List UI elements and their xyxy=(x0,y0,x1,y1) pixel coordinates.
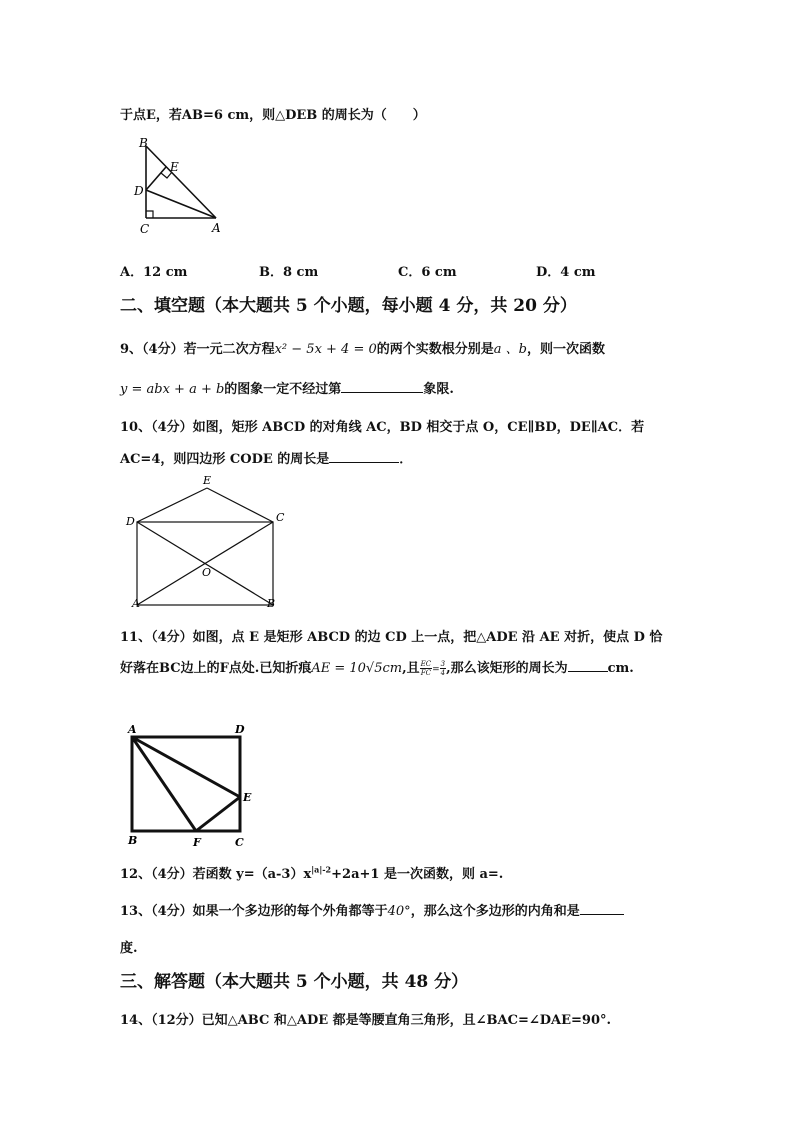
q8-label-e: E xyxy=(170,160,179,174)
q11-label-b: B xyxy=(128,834,138,847)
q10-line1: 10、（4分）如图，矩形 ABCD 的对角线 AC，BD 相交于点 O，CE∥BD，DE∥AC．若 xyxy=(120,420,645,435)
q8-option-c[interactable]: C．6 cm xyxy=(398,265,457,280)
q11-line2 xyxy=(120,657,634,677)
q10-segment-ce xyxy=(207,488,273,522)
q13-line2: 度. xyxy=(120,941,138,956)
q10-label-b: B xyxy=(267,597,276,610)
q8-label-d: D xyxy=(134,184,144,198)
q8-figure xyxy=(128,134,228,238)
q8-segment-de xyxy=(146,167,166,190)
q8-segment-da xyxy=(146,190,216,218)
section2-title: 二、填空题（本大题共 5 个小题，每小题 4 分，共 20 分） xyxy=(120,296,577,316)
q9-line2 xyxy=(120,378,454,397)
q10-line2 xyxy=(120,448,412,467)
q13-answer-blank[interactable] xyxy=(580,902,624,915)
q13-suffix: ，那么这个多边形的内角和是 xyxy=(410,904,580,919)
q11-frac-eq: = xyxy=(432,665,440,675)
q10-label-d: D xyxy=(126,515,135,528)
q10-line2-text: AC=4，则四边形 CODE 的周长是 xyxy=(120,452,330,467)
q11-label-c: C xyxy=(235,836,244,849)
q10-label-o: O xyxy=(202,566,212,579)
q11-figure xyxy=(122,720,262,850)
q12-exponent: |a|-2 xyxy=(311,864,332,875)
q11-line2-end: cm. xyxy=(607,661,634,676)
q12-prefix: 12、（4分）若函数 y=（a-3）x xyxy=(120,867,312,882)
q8-label-b: B xyxy=(139,136,148,150)
q9-function: y = abx + a + b xyxy=(120,382,225,397)
q8-label-a: A xyxy=(212,221,221,235)
q11-label-e: E xyxy=(243,791,252,804)
q9-equation: x² − 5x + 4 = 0 xyxy=(274,342,377,357)
q13-prefix: 13、（4分）如果一个多边形的每个外角都等于 xyxy=(120,904,388,919)
q11-line2-a: 好落在BC边上的F点处.已知折痕 xyxy=(120,661,312,676)
q10-label-c: C xyxy=(276,511,285,524)
q11-label-f: F xyxy=(193,836,201,849)
q11-frac-den: FC xyxy=(420,669,431,677)
q9-roots: a 、b xyxy=(493,342,527,357)
q11-segment-fe xyxy=(196,797,240,831)
q10-answer-blank[interactable] xyxy=(329,450,399,463)
q11-frac-value-num: 3 xyxy=(440,660,446,668)
q9-line1 xyxy=(120,338,605,357)
q9-line2-end: 象限. xyxy=(423,382,454,397)
q11-ae-expr: AE = 10√5cm xyxy=(311,661,403,676)
q11-line2-b: ,且 xyxy=(402,661,420,676)
q11-label-d: D xyxy=(235,723,245,736)
q12-line xyxy=(120,863,503,882)
q8-label-c: C xyxy=(140,222,150,236)
q14-line: 14、（12分）已知△ABC 和△ADE 都是等腰直角三角形，且∠BAC=∠DAE=90°. xyxy=(120,1013,612,1028)
q11-segment-ae xyxy=(132,737,240,797)
q9-mid: 的两个实数根分别是 xyxy=(376,342,494,357)
q8-option-d[interactable]: D．4 cm xyxy=(536,265,596,280)
q9-line2-mid: 的图象一定不经过第 xyxy=(224,382,342,397)
q10-figure xyxy=(120,472,300,612)
q11-frac-num: EC xyxy=(420,660,432,668)
q11-frac-value-den: 4 xyxy=(440,669,446,677)
q11-frac-ec-fc xyxy=(420,660,432,677)
q10-label-e: E xyxy=(203,474,212,487)
q8-option-b[interactable]: B．8 cm xyxy=(259,265,319,280)
q9-suffix: ，则一次函数 xyxy=(527,342,606,357)
q8-option-a[interactable]: A．12 cm xyxy=(120,265,188,280)
q10-label-a: A xyxy=(132,597,140,610)
section3-title: 三、解答题（本大题共 5 个小题，共 48 分） xyxy=(120,972,469,992)
q11-segment-af xyxy=(132,737,196,831)
q9-prefix: 9、（4分）若一元二次方程 xyxy=(120,342,275,357)
q13-line1 xyxy=(120,900,624,919)
q8-segment-ba xyxy=(146,146,216,218)
q11-line1: 11、（4分）如图，点 E 是矩形 ABCD 的边 CD 上一点，把△ADE 沿 AE 对折，使点 D 恰 xyxy=(120,630,663,645)
q13-angle: 40° xyxy=(387,904,411,919)
q12-suffix: +2a+1 是一次函数，则 a=. xyxy=(331,867,504,882)
q9-answer-blank[interactable] xyxy=(341,380,423,393)
q11-line2-c: ,那么该矩形的周长为 xyxy=(446,661,568,676)
q8-stem: 于点E，若AB=6 cm，则△DEB 的周长为（ ） xyxy=(120,108,426,123)
q11-answer-blank[interactable] xyxy=(568,659,608,672)
q8-right-angle-c xyxy=(146,211,153,218)
q10-segment-de xyxy=(137,488,207,522)
q11-label-a: A xyxy=(128,723,137,736)
q10-line2-end: ． xyxy=(399,452,413,467)
